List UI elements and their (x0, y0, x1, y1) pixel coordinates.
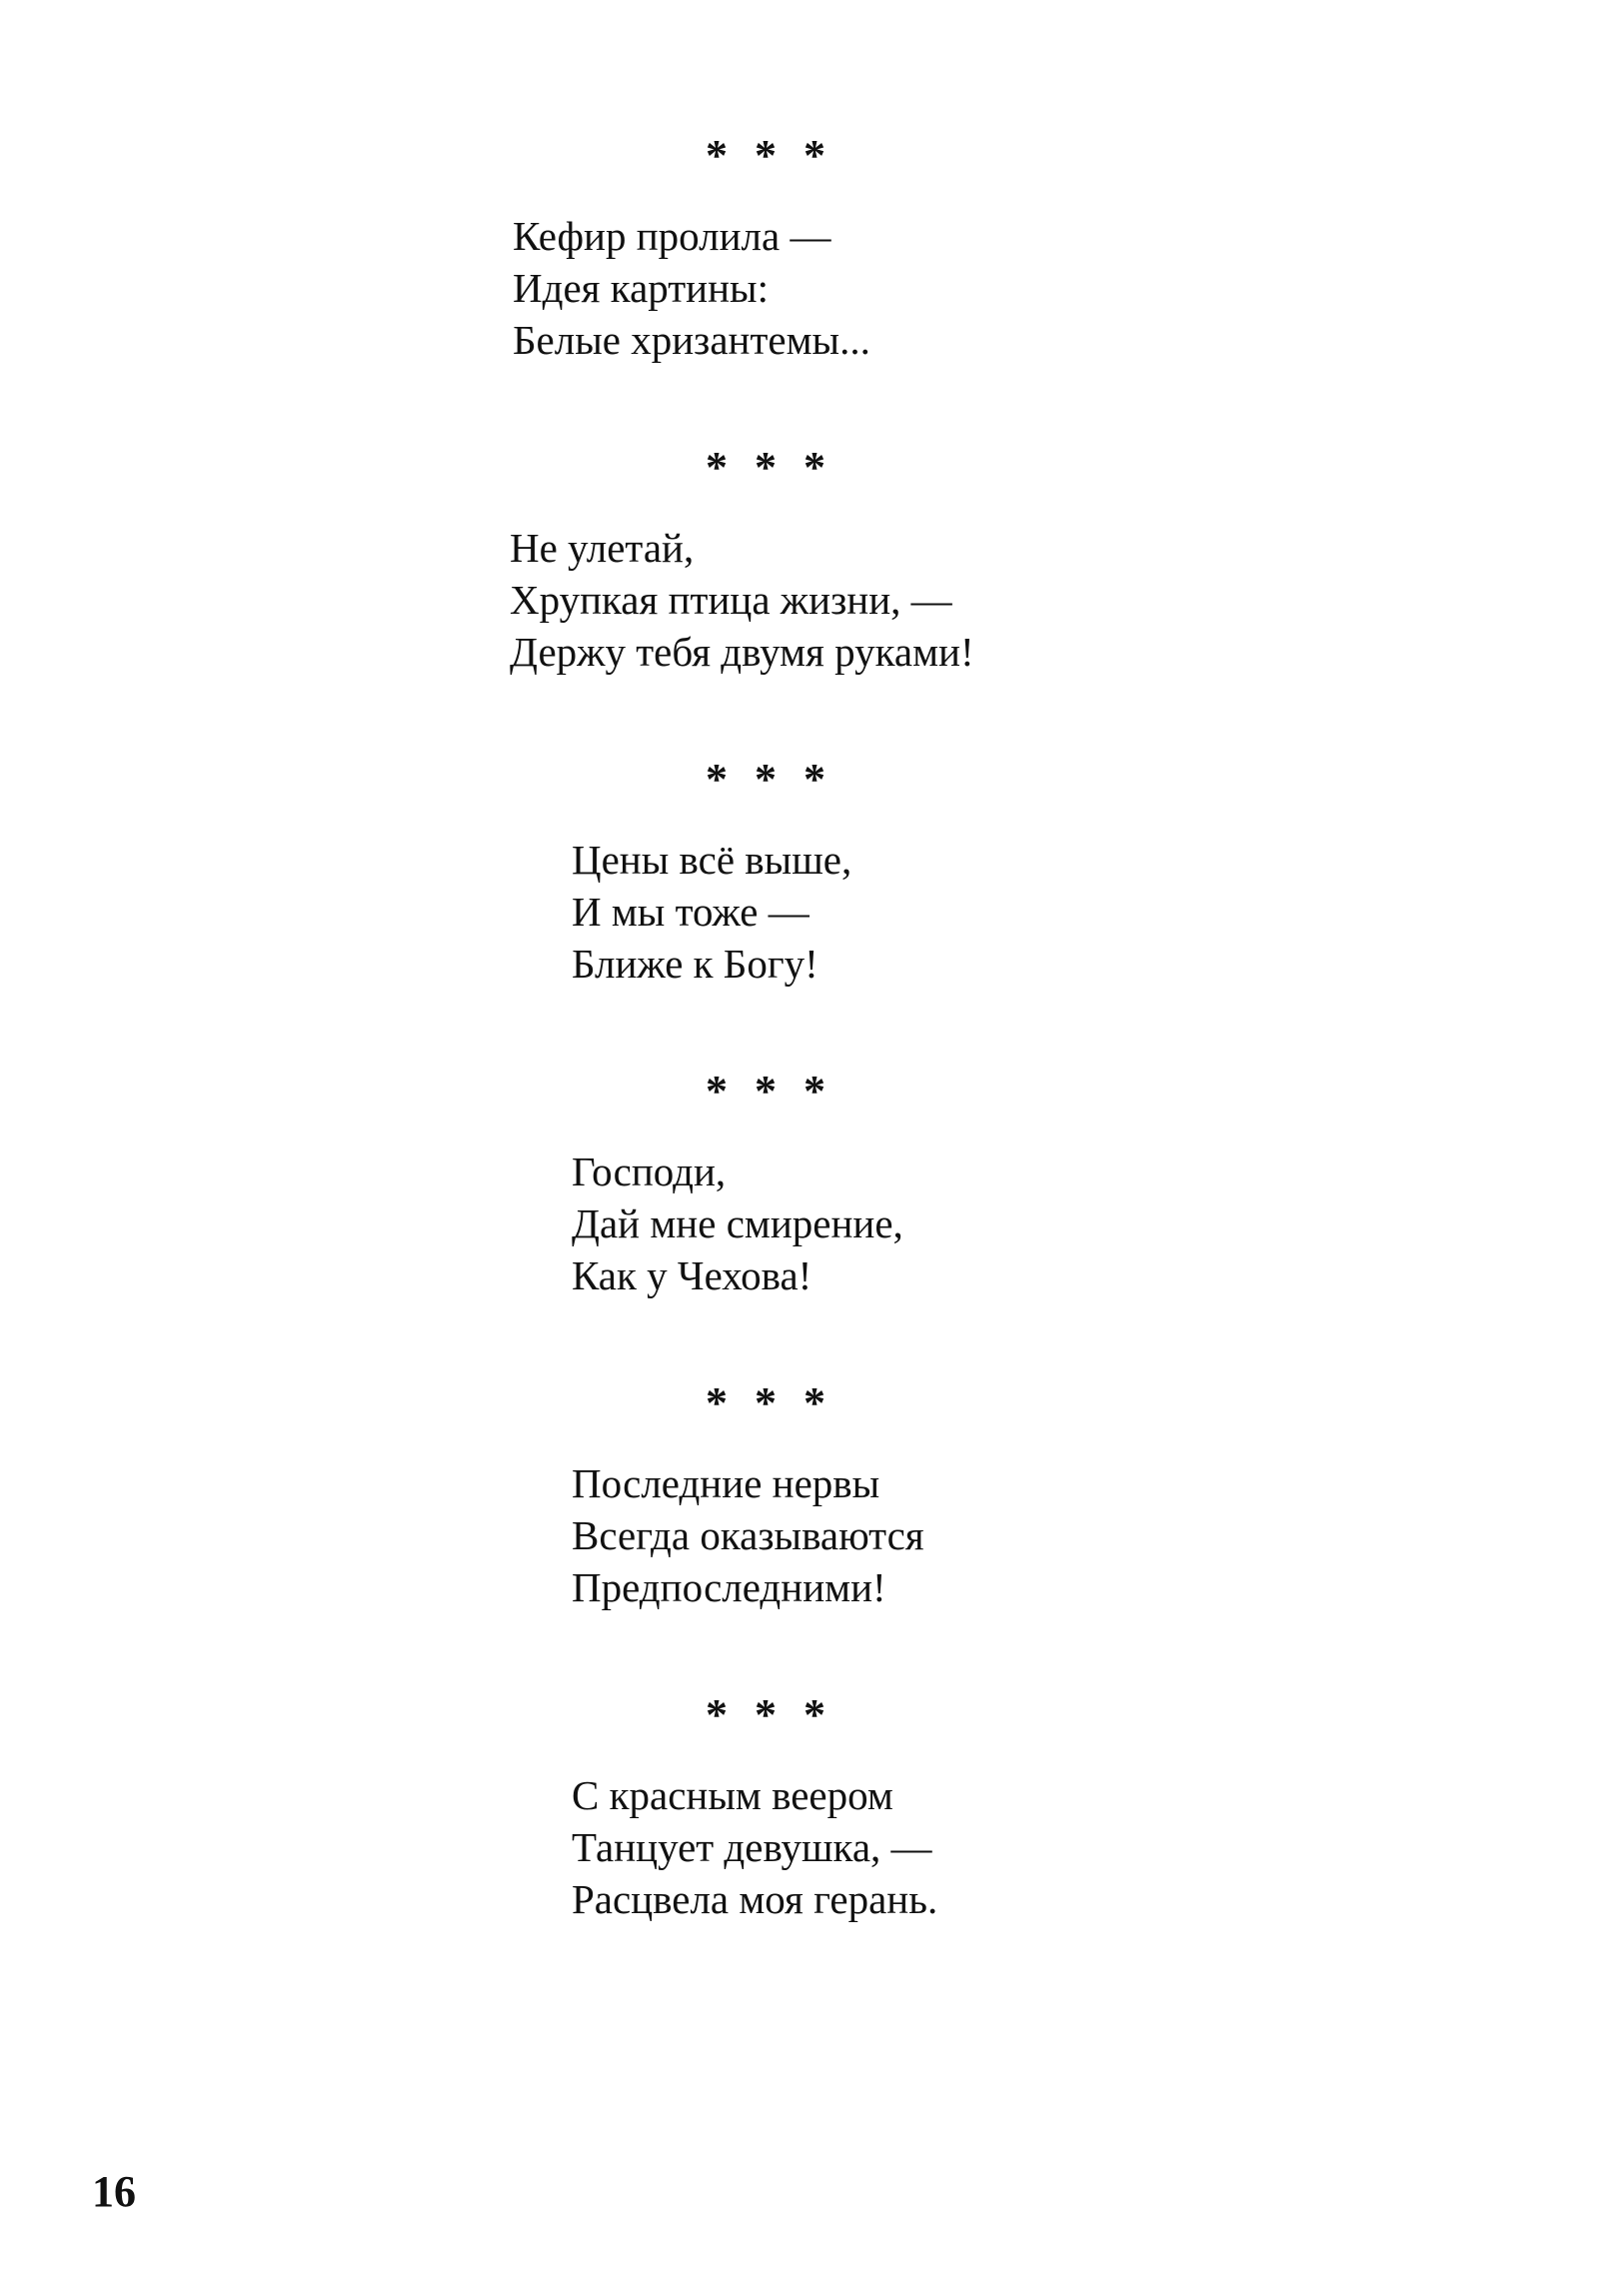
verse-line: Господи, (572, 1148, 727, 1194)
poem-separator: * * * (706, 755, 833, 804)
verse-line: Танцует девушка, — (572, 1824, 932, 1870)
verse-line: Последние нервы (572, 1460, 880, 1506)
verse-line: Хрупкая птица жизни, — (510, 577, 952, 623)
verse-line: Предпоследними! (572, 1564, 886, 1610)
verse-line: Ближе к Богу! (572, 941, 818, 987)
verse-line: И мы тоже — (572, 889, 810, 935)
verse-line: Держу тебя двумя руками! (510, 629, 974, 675)
page-number: 16 (92, 2167, 136, 2216)
verse-line: Расцвела моя герань. (572, 1876, 938, 1922)
verse-line: Дай мне смирение, (572, 1200, 903, 1246)
poem-verse (510, 522, 974, 678)
verse-line: Всегда оказываются (572, 1512, 924, 1558)
poem-verse (572, 1457, 924, 1613)
poem-separator: * * * (706, 1690, 833, 1739)
verse-line: Как у Чехова! (572, 1252, 812, 1298)
verse-line: Цены всё выше, (572, 837, 852, 883)
poem-verse (572, 834, 851, 990)
poem-separator: * * * (706, 443, 833, 492)
verse-line: Белые хризантемы... (513, 317, 870, 363)
verse-line: Идея картины: (513, 265, 769, 311)
poem-separator: * * * (706, 1067, 833, 1116)
verse-line: Кефир пролила — (513, 213, 831, 259)
poem-separator: * * * (706, 131, 833, 180)
poem-verse (513, 210, 870, 366)
poem-verse (572, 1769, 937, 1925)
verse-line: Не улетай, (510, 525, 695, 571)
verse-line: С красным веером (572, 1772, 893, 1818)
poem-separator: * * * (706, 1378, 833, 1427)
poem-verse (572, 1145, 903, 1301)
